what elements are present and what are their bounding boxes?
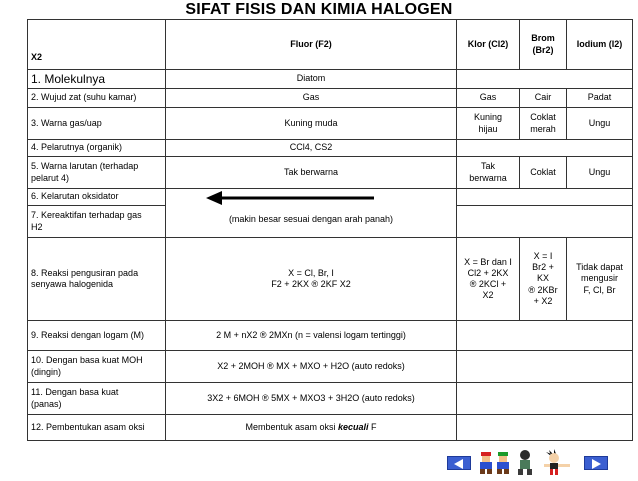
table-row [28, 89, 633, 108]
cell-fluor: Tak berwarna [166, 157, 457, 189]
cell-fluor [166, 238, 457, 321]
row-label: 3. Warna gas/uap [28, 108, 166, 140]
cell-brom-line1: Coklat [530, 112, 556, 123]
cell-iodium: Padat [567, 89, 633, 108]
cell-brom [520, 238, 567, 321]
row-label-line2: H2 [31, 221, 43, 232]
cell-klor [457, 157, 520, 189]
cell-brom-line2: merah [530, 123, 556, 134]
row-empty [457, 415, 633, 441]
mario-icon[interactable] [477, 450, 495, 481]
cell-fluor-line1: X = Cl, Br, I [288, 267, 334, 278]
row-value-pre: Membentuk asam oksi [245, 421, 338, 432]
row-value [166, 415, 457, 441]
table-row [28, 140, 633, 157]
cell-iodium [567, 238, 633, 321]
cell-klor-line2: Cl2 + 2KX [467, 267, 509, 278]
row-empty [457, 351, 633, 383]
row-value-post: F [368, 421, 377, 432]
row-label: 1. Molekulnya [28, 70, 166, 89]
row-label-line1: 7. Kereaktifan terhadap gas [31, 210, 142, 221]
cell-fluor: Gas [166, 89, 457, 108]
table-row [28, 383, 633, 415]
cell-brom-line2: Br2 + [532, 262, 554, 273]
row-label-line1: 5. Warna larutan (terhadap [31, 161, 139, 172]
table-row [28, 238, 633, 321]
row-label: 12. Pembentukan asam oksi [28, 415, 166, 441]
header-row [28, 20, 633, 70]
row-empty [457, 321, 633, 351]
row-label [28, 238, 166, 321]
cell-brom-line1: X = I [533, 250, 553, 261]
cell-iodium-line2: mengusir [580, 273, 618, 284]
arrow-legend-cell [166, 189, 457, 238]
row-label-line2: (panas) [31, 398, 62, 409]
row-label [28, 351, 166, 383]
row-label-line1: 10. Dengan basa kuat MOH [31, 355, 143, 366]
row-empty [457, 140, 633, 157]
row-value-emphasis: kecuali [338, 421, 369, 432]
arrow-legend-text: (makin besar sesuai dengan arah panah) [228, 214, 394, 225]
cell-iodium-line1: Tidak dapat [576, 262, 623, 273]
cell-klor-line1: Kuning [473, 112, 503, 123]
row-empty [457, 189, 633, 206]
cell-klor-line4: X2 [482, 290, 494, 301]
header-klor: Klor (Cl2) [457, 20, 520, 70]
arrow-left-icon [206, 191, 376, 205]
row-label-line2: senyawa halogenida [31, 279, 114, 289]
cell-iodium: Ungu [567, 157, 633, 189]
header-iodium: Iodium (I2) [567, 20, 633, 70]
row-label [28, 206, 166, 238]
row-empty [457, 383, 633, 415]
table-row [28, 189, 633, 206]
cell-klor [457, 108, 520, 140]
row-label [28, 383, 166, 415]
prev-slide-button[interactable] [447, 456, 471, 470]
cell-klor-line2: berwarna [469, 172, 507, 183]
character-figure-icon[interactable] [514, 448, 536, 481]
table-row [28, 70, 633, 89]
cell-klor [457, 238, 520, 321]
next-slide-button[interactable] [584, 456, 608, 470]
row-value: CCl4, CS2 [166, 140, 457, 157]
cell-brom: Coklat [520, 157, 567, 189]
row-value: Diatom [166, 70, 457, 89]
row-label: 2. Wujud zat (suhu kamar) [28, 89, 166, 108]
cell-brom-line5: + X2 [533, 295, 553, 306]
row-label-line2: (dingin) [31, 366, 62, 377]
luigi-icon[interactable] [495, 450, 511, 481]
row-value: 2 M + nX2 ® 2MXn (n = valensi logam tertinggi) [166, 321, 457, 351]
page-title: SIFAT FISIS DAN KIMIA HALOGEN [185, 1, 453, 18]
cell-iodium: Ungu [567, 108, 633, 140]
table-row [28, 108, 633, 140]
row-label-line1: 11. Dengan basa kuat [31, 387, 119, 398]
header-x2: X2 [28, 20, 166, 70]
cell-klor-line1: X = Br dan I [464, 256, 512, 267]
row-label: 4. Pelarutnya (organik) [28, 140, 166, 157]
header-brom-line2: (Br2) [532, 44, 554, 55]
arrow-left-icon [448, 458, 470, 470]
header-brom [520, 20, 567, 70]
cell-brom [520, 108, 567, 140]
row-label: 9. Reaksi dengan logam (M) [28, 321, 166, 351]
row-empty [457, 70, 633, 89]
astro-boy-icon[interactable] [540, 448, 574, 481]
row-empty [457, 206, 633, 238]
table-row [28, 321, 633, 351]
cell-klor-line2: hijau [478, 123, 498, 134]
row-label-line2: pelarut 4) [31, 172, 70, 183]
header-brom-line1: Brom [531, 33, 555, 44]
row-value: 3X2 + 6MOH ® 5MX + MXO3 + 3H2O (auto redoks) [166, 383, 457, 415]
cell-klor: Gas [457, 89, 520, 108]
header-fluor: Fluor (F2) [166, 20, 457, 70]
row-label [28, 157, 166, 189]
halogen-table [27, 19, 633, 441]
table-row [28, 351, 633, 383]
row-label-line1: 8. Reaksi pengusiran pada [31, 267, 139, 278]
cell-brom-line4: ® 2KBr [528, 284, 558, 295]
table-row [28, 415, 633, 441]
cell-brom: Cair [520, 89, 567, 108]
cell-iodium-line3: F, Cl, Br [583, 284, 616, 295]
arrow-box [206, 189, 376, 207]
row-value: X2 + 2MOH ® MX + MXO + H2O (auto redoks) [166, 351, 457, 383]
cell-klor-line3: ® 2KCl + [469, 279, 507, 289]
table-row [28, 157, 633, 189]
cell-brom-line3: KX [536, 273, 549, 284]
row-label: 6. Kelarutan oksidator [28, 189, 166, 206]
arrow-right-icon [585, 458, 607, 470]
cell-fluor: Kuning muda [166, 108, 457, 140]
cell-fluor-line2: F2 + 2KX ® 2KF X2 [271, 279, 351, 289]
cell-klor-line1: Tak [480, 161, 495, 172]
